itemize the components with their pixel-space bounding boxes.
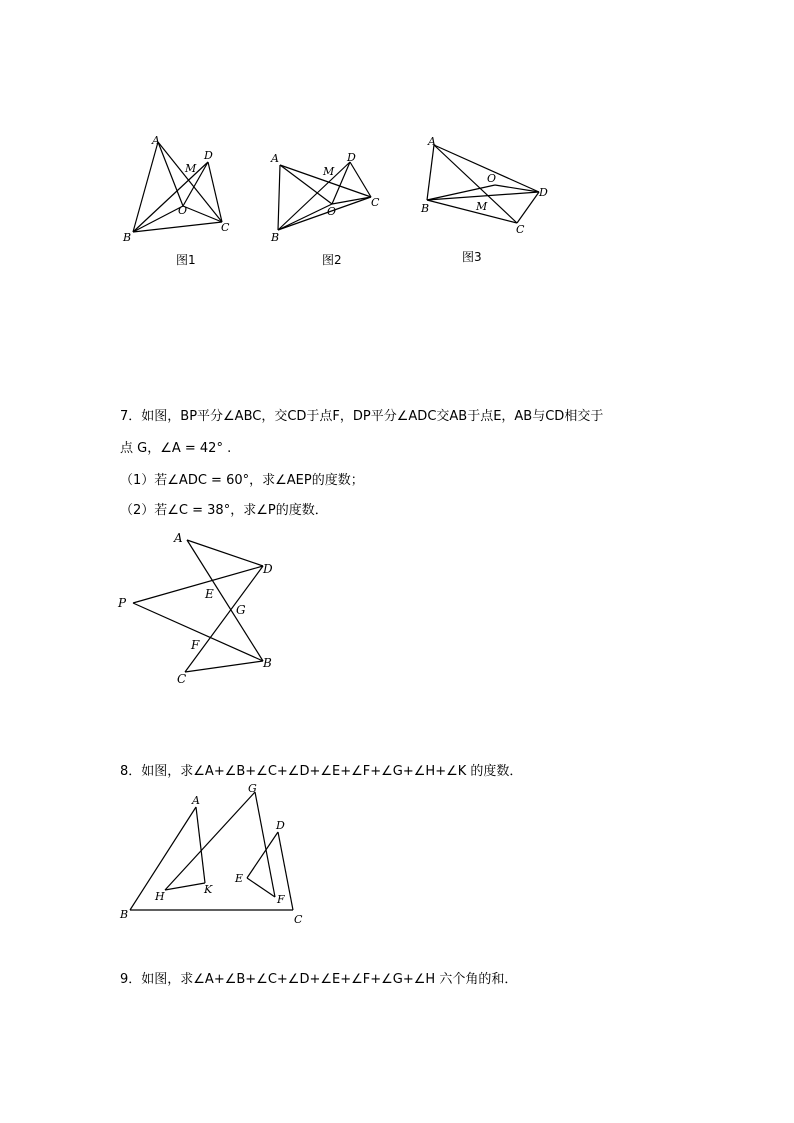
figure-2-caption: 图2	[322, 253, 342, 267]
q7-label-A: A	[174, 531, 183, 545]
q7-line-2: 点 G，∠A = 42° .	[120, 441, 232, 456]
q8-label-C: C	[294, 913, 303, 926]
q8-label-E: E	[235, 872, 244, 885]
q7-label-C: C	[177, 672, 187, 686]
fig1-label-M: M	[185, 162, 197, 175]
q8-figure	[115, 780, 315, 930]
q7-label-P: P	[118, 596, 127, 610]
fig3-label-M: M	[476, 200, 488, 213]
figure-2	[265, 145, 390, 245]
q7-figure-drawing	[115, 530, 285, 690]
figure-2-drawing	[265, 145, 390, 245]
fig3-label-O: O	[487, 172, 497, 185]
fig3-label-C: C	[516, 223, 525, 236]
q8-label-A: A	[192, 794, 200, 807]
fig1-label-A: A	[152, 134, 160, 147]
fig3-label-A: A	[428, 135, 436, 148]
q7-label-G: G	[236, 603, 246, 617]
fig1-label-C: C	[221, 221, 230, 234]
figure-3-drawing	[415, 130, 560, 240]
fig1-label-B: B	[123, 231, 132, 244]
q7-subquestion-1: （1）若∠ADC = 60°，求∠AEP的度数；	[120, 473, 364, 488]
q8-label-D: D	[276, 819, 285, 832]
fig2-label-B: B	[271, 231, 280, 244]
q9-text: 9．如图，求∠A+∠B+∠C+∠D+∠E+∠F+∠G+∠H 六个角的和．	[120, 972, 518, 987]
q7-label-B: B	[263, 656, 272, 670]
figure-1	[115, 130, 245, 245]
q8-label-B: B	[120, 908, 129, 921]
q8-label-K: K	[204, 883, 213, 896]
figure-1-caption: 图1	[176, 253, 196, 267]
q8-label-F: F	[277, 893, 285, 906]
fig2-label-C: C	[371, 196, 380, 209]
q7-label-D: D	[263, 562, 273, 576]
q7-subquestion-2: （2）若∠C = 38°，求∠P的度数．	[120, 503, 328, 518]
fig2-label-M: M	[323, 165, 335, 178]
fig1-label-D: D	[204, 149, 213, 162]
q8-text: 8．如图，求∠A+∠B+∠C+∠D+∠E+∠F+∠G+∠H+∠K 的度数．	[120, 764, 523, 779]
q7-line-1: 7．如图，BP平分∠ABC，交CD于点F，DP平分∠ADC交AB于点E，AB与CD相交于	[120, 409, 604, 424]
q8-label-G: G	[248, 782, 257, 795]
figure-1-drawing	[115, 130, 245, 245]
fig2-label-O: O	[327, 205, 337, 218]
figure-3-caption: 图3	[462, 250, 482, 264]
q7-figure	[115, 530, 285, 690]
fig3-label-D: D	[539, 186, 548, 199]
figure-3	[415, 130, 560, 240]
q8-label-H: H	[155, 890, 165, 903]
q7-label-F: F	[191, 638, 200, 652]
fig2-label-D: D	[347, 151, 356, 164]
q8-figure-drawing	[115, 780, 315, 930]
fig3-label-B: B	[421, 202, 430, 215]
q7-label-E: E	[205, 587, 214, 601]
fig1-label-O: O	[178, 204, 188, 217]
fig2-label-A: A	[271, 152, 279, 165]
